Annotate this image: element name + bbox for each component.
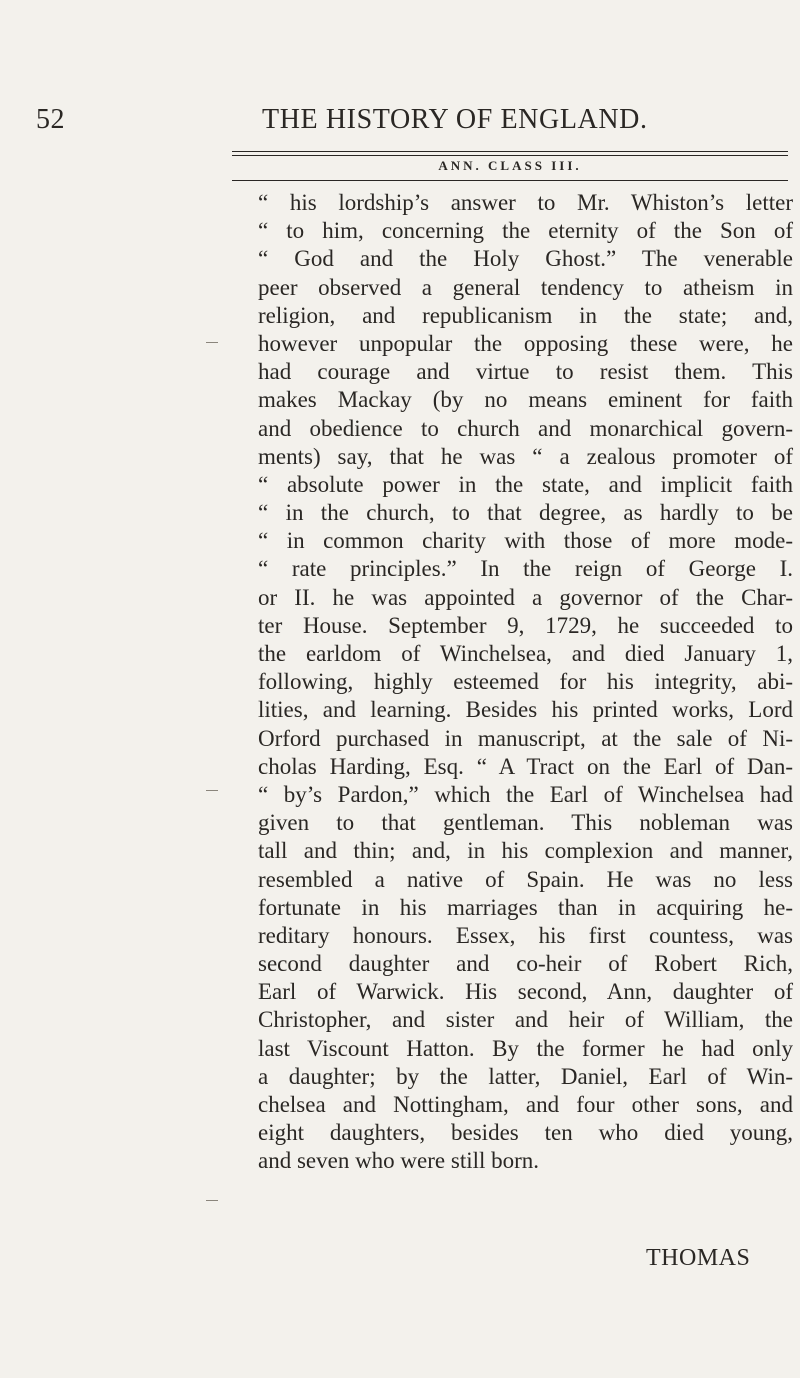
text-line: or II. he was appointed a governor of the Char- bbox=[258, 584, 793, 610]
text-line: makes Mackay (by no means eminent for faith bbox=[258, 387, 793, 413]
page-number: 52 bbox=[36, 104, 65, 135]
text-line: resembled a native of Spain. He was no less bbox=[258, 866, 793, 892]
text-line: the earldom of Winchelsea, and died January 1, bbox=[258, 641, 793, 666]
text-line: Christopher, and sister and heir of William, the bbox=[258, 1007, 793, 1033]
text-line: “ by’s Pardon,” which the Earl of Winchelsea had bbox=[258, 781, 793, 807]
text-line: religion, and republicanism in the state; and, bbox=[258, 302, 793, 328]
margin-mark bbox=[206, 342, 218, 343]
text-line: “ his lordship’s answer to Mr. Whiston’s letter bbox=[258, 190, 793, 215]
header-rule-top bbox=[232, 151, 788, 152]
text-line: cholas Harding, Esq. “ A Tract on the Earl of Dan- bbox=[258, 753, 793, 779]
text-line: following, highly esteemed for his integrity, abi- bbox=[258, 669, 793, 695]
text-line-last: and seven who were still born. bbox=[258, 1148, 540, 1174]
text-line: fortunate in his marriages than in acquiring he- bbox=[258, 894, 793, 920]
text-line: Orford purchased in manuscript, at the sale of Ni- bbox=[258, 725, 793, 751]
text-line: “ in common charity with those of more mode- bbox=[258, 528, 793, 554]
text-line: had courage and virtue to resist them. This bbox=[258, 359, 793, 385]
text-line: reditary honours. Essex, his first countess, was bbox=[258, 922, 793, 948]
text-line: given to that gentleman. This nobleman was bbox=[258, 810, 793, 836]
text-line: “ God and the Holy Ghost.” The venerable bbox=[258, 246, 793, 272]
text-line: tall and thin; and, in his complexion and manner, bbox=[258, 838, 793, 864]
catchword: THOMAS bbox=[646, 1245, 751, 1271]
text-line: second daughter and co-heir of Robert Rich, bbox=[258, 951, 793, 977]
text-line: “ absolute power in the state, and implicit faith bbox=[258, 471, 793, 497]
text-line: ter House. September 9, 1729, he succeeded to bbox=[258, 612, 793, 638]
text-line: and obedience to church and monarchical govern- bbox=[258, 415, 793, 441]
class-header: ANN. CLASS III. bbox=[438, 158, 582, 173]
header-rule-top-inner bbox=[232, 155, 788, 156]
body-text bbox=[258, 189, 793, 1176]
margin-mark bbox=[206, 790, 218, 791]
text-line: lities, and learning. Besides his printed works, Lord bbox=[258, 697, 793, 723]
header-rule-bottom bbox=[232, 180, 788, 181]
text-line: however unpopular the opposing these were, he bbox=[258, 330, 793, 356]
text-line: ments) say, that he was “ a zealous promoter of bbox=[258, 443, 793, 469]
running-head-title: THE HISTORY OF ENGLAND. bbox=[262, 104, 648, 135]
text-line: last Viscount Hatton. By the former he had only bbox=[258, 1035, 793, 1061]
margin-mark bbox=[206, 1200, 218, 1201]
text-line: “ rate principles.” In the reign of George I. bbox=[258, 556, 793, 582]
text-line: eight daughters, besides ten who died young, bbox=[258, 1120, 793, 1146]
text-line: Earl of Warwick. His second, Ann, daughter of bbox=[258, 979, 793, 1005]
text-line: chelsea and Nottingham, and four other sons, and bbox=[258, 1092, 793, 1117]
text-line: “ to him, concerning the eternity of the Son of bbox=[258, 218, 793, 244]
text-line: a daughter; by the latter, Daniel, Earl of Win- bbox=[258, 1063, 793, 1089]
text-line: peer observed a general tendency to atheism in bbox=[258, 274, 793, 300]
text-line: “ in the church, to that degree, as hardly to be bbox=[258, 500, 793, 526]
